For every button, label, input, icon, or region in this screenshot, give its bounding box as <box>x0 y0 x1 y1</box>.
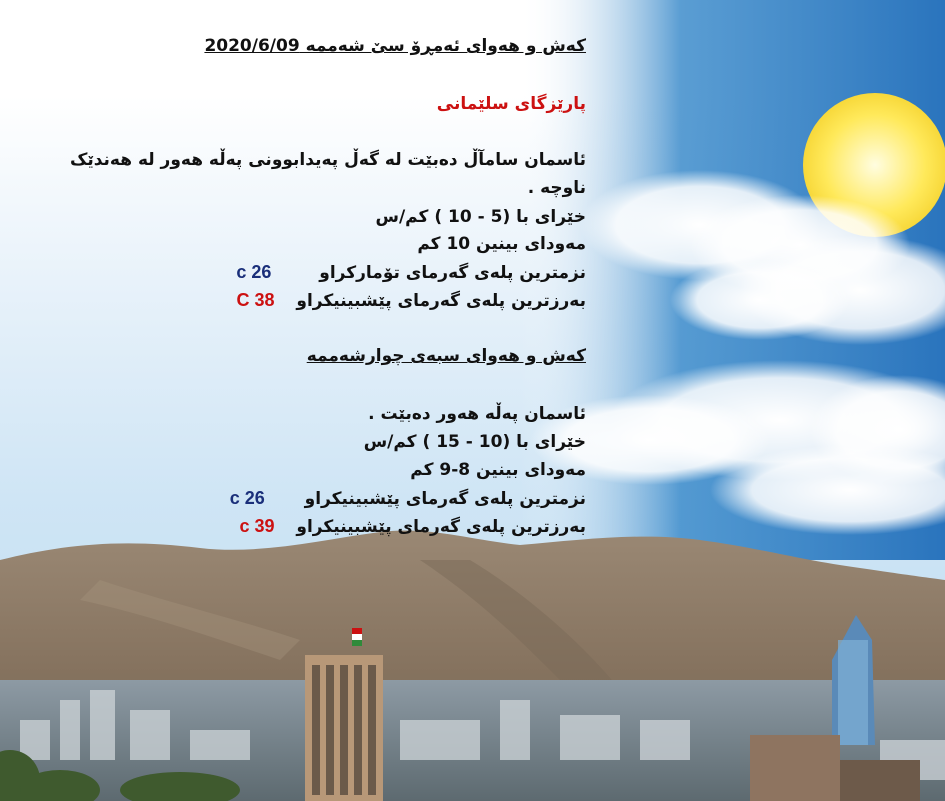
today-visibility: مەودای بینین 10 کم <box>417 234 586 254</box>
today-min-temp <box>236 261 586 284</box>
today-sky-line2: ناوچە . <box>527 178 586 198</box>
tomorrow-min-temp <box>230 487 586 510</box>
tomorrow-sky: ئاسمان پەڵە هەور دەبێت . <box>368 404 586 424</box>
tomorrow-wind: خێرای با (10 - 15 ) کم/س <box>363 432 586 452</box>
today-wind: خێرای با (5 - 10 ) کم/س <box>375 207 586 227</box>
today-max-temp <box>237 289 586 312</box>
today-min-value: 26 c <box>236 262 272 282</box>
today-min-label: نزمترین پلەی گەرمای تۆمارکراو <box>319 263 586 283</box>
today-max-value: 38 C <box>236 290 275 310</box>
tomorrow-visibility: مەودای بینین 8-9 کم <box>410 460 586 480</box>
tomorrow-max-temp <box>240 515 587 538</box>
today-heading: کەش و هەوای ئەمڕۆ سێ شەممە 2020/6/09 <box>204 36 586 56</box>
tomorrow-max-value: 39 c <box>239 516 275 536</box>
tomorrow-max-label: بەرزترین پلەی گەرمای پێشبینیکراو <box>296 517 586 537</box>
today-sky-line1: ئاسمان سامآڵ دەبێت لە گەڵ پەیدابوونی پەڵە هەور لە هەندێک <box>69 150 586 170</box>
today-max-label: بەرزترین پلەی گەرمای پێشبینیکراو <box>296 291 586 311</box>
tomorrow-min-value: 26 c <box>229 488 265 508</box>
tomorrow-min-label: نزمترین پلەی گەرمای پێشبینیکراو <box>304 489 586 509</box>
tomorrow-heading: کەش و هەوای سبەی چوارشەممە <box>306 346 586 366</box>
province-name: پارێزگای سلێمانی <box>436 94 586 114</box>
